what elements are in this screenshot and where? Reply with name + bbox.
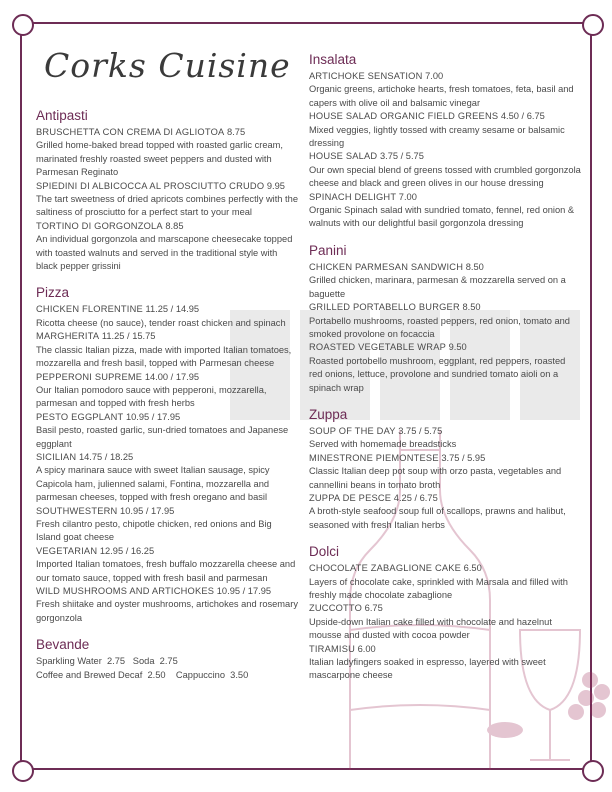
item-price: 3.75 / 5.95 xyxy=(441,452,486,463)
section-dolci xyxy=(309,544,581,683)
item-description: Ricotta cheese (no sauce), tender roast chicken and spinach xyxy=(36,317,286,328)
item-name: SPINACH DELIGHT xyxy=(309,191,397,202)
menu-item xyxy=(309,70,581,110)
item-description: The classic Italian pizza, made with imported Italian tomatoes, mozzarella and fresh basil, topped with Parmesan cheese xyxy=(36,344,292,369)
item-name: MARGHERITA xyxy=(36,331,100,342)
item-name: ROASTED VEGETABLE WRAP xyxy=(309,342,446,353)
item-name: ZUCCOTTO xyxy=(309,603,363,614)
item-name: CHOCOLATE ZABAGLIONE CAKE xyxy=(309,563,462,574)
item-description: Fresh cilantro pesto, chipotle chicken, red onions and Big Island goat cheese xyxy=(36,518,272,543)
section-title: Bevande xyxy=(36,637,90,653)
item-price: 6.50 xyxy=(463,563,482,574)
item-name: HOUSE SALAD ORGANIC FIELD GREENS xyxy=(309,111,499,122)
menu-item xyxy=(309,492,581,532)
menu-column-right xyxy=(309,52,581,695)
item-description: Mixed veggies, lightly tossed with creamy sesame or balsamic dressing xyxy=(309,124,565,149)
section-pizza xyxy=(36,285,298,625)
item-name: SPIEDINI DI ALBICOCCA AL PROSCIUTTO CRUDO xyxy=(36,180,265,191)
item-name: SOUTHWESTERN xyxy=(36,505,118,516)
section-title: Zuppa xyxy=(309,406,348,422)
item-name: GRILLED PORTABELLO BURGER xyxy=(309,302,460,313)
menu-item xyxy=(309,643,581,683)
item-description: Served with homemade breadsticks xyxy=(309,439,457,450)
item-name: TIRAMISU xyxy=(309,643,356,654)
item-price: 4.25 / 6.75 xyxy=(393,492,438,503)
item-price: 8.50 xyxy=(462,302,481,313)
beverage-line: Sparkling Water 2.75 Soda 2.75 xyxy=(36,656,178,667)
section-insalata xyxy=(309,52,581,231)
item-description: Our Italian pomodoro sauce with pepperoni, mozzarella, parmesan and topped with fresh herbs xyxy=(36,384,267,409)
item-price: 7.00 xyxy=(398,191,417,202)
item-name: CHICKEN FLORENTINE xyxy=(36,304,143,315)
menu-item xyxy=(309,150,581,190)
menu-item xyxy=(309,562,581,602)
item-description: Layers of chocolate cake, sprinkled with Marsala and filled with freshly made chocolate zabaglione xyxy=(309,576,568,600)
item-description: Italian ladyfingers soaked in espresso, layered with sweet mascarpone cheese xyxy=(309,657,546,681)
item-price: 8.75 xyxy=(227,127,246,137)
item-name: BRUSCHETTA CON CREMA DI AGLIOTOA xyxy=(36,127,225,137)
item-price: 8.85 xyxy=(165,220,184,231)
item-description: Our own special blend of greens tossed with crumbled gorgonzola cheese and black and green olives in our house dressing xyxy=(309,164,581,189)
item-price: 9.50 xyxy=(448,342,467,353)
item-name: ARTICHOKE SENSATION xyxy=(309,71,423,81)
menu-item xyxy=(309,261,581,301)
menu-item xyxy=(36,371,298,411)
menu-item xyxy=(309,191,581,231)
item-price: 14.00 / 17.95 xyxy=(144,371,200,382)
item-price: 7.00 xyxy=(425,71,444,81)
item-description: Classic Italian deep pot soup with orzo pasta, vegetables and cannellini beans in tomato broth xyxy=(309,466,562,490)
item-name: ZUPPA DE PESCE xyxy=(309,492,392,503)
menu-item xyxy=(36,505,298,545)
menu-column-left xyxy=(36,108,298,694)
item-price: 10.95 / 17.95 xyxy=(125,411,181,422)
menu-item xyxy=(36,303,298,330)
item-description: Organic greens, artichoke hearts, fresh tomatoes, feta, basil and capers with olive oil and balsamic vinegar xyxy=(309,84,574,108)
item-price: 9.95 xyxy=(266,180,285,191)
section-title: Pizza xyxy=(36,285,70,301)
item-price: 14.75 / 18.25 xyxy=(78,451,134,462)
section-title: Dolci xyxy=(309,544,340,560)
item-description: An individual gorgonzola and marscapone cheesecake topped with toasted walnuts and served in the traditional style with black pepper grissini xyxy=(36,234,293,272)
item-name: PESTO EGGPLANT xyxy=(36,411,124,422)
section-title: Antipasti xyxy=(36,108,88,123)
item-price: 11.25 / 15.75 xyxy=(101,331,156,342)
item-description: Upside-down Italian cake filled with chocolate and hazelnut mousse and dusted with cocoa powder xyxy=(309,616,552,641)
menu-item xyxy=(309,110,581,150)
item-price: 3.75 / 5.75 xyxy=(398,425,443,436)
menu-item xyxy=(36,330,298,370)
item-price: 6.75 xyxy=(364,603,383,614)
menu-item xyxy=(36,545,298,585)
section-title: Panini xyxy=(309,242,347,258)
item-description: Basil pesto, roasted garlic, sun-dried tomatoes and Japanese eggplant xyxy=(36,425,289,449)
item-description: Imported Italian tomatoes, fresh buffalo mozzarella cheese and our tomato sauce, topped with fresh basil and parmesan xyxy=(36,559,296,583)
item-name: PEPPERONI SUPREME xyxy=(36,371,143,382)
item-price: 10.95 / 17.95 xyxy=(120,505,175,516)
item-name: CHICKEN PARMESAN SANDWICH xyxy=(309,261,464,272)
item-name: TORTINO DI GORGONZOLA xyxy=(36,220,163,231)
item-name: SOUP OF THE DAY xyxy=(309,425,396,436)
item-price: 11.25 / 14.95 xyxy=(145,304,200,315)
item-description: Fresh shiitake and oyster mushrooms, artichokes and rosemary gorgonzola xyxy=(36,599,298,623)
menu-item xyxy=(36,451,298,505)
item-price: 10.95 / 17.95 xyxy=(216,586,272,596)
item-name: WILD MUSHROOMS AND ARTICHOKES xyxy=(36,586,215,596)
item-description: A spicy marinara sauce with sweet Italian sausage, spicy Capicola ham, julienned salami, Fontina, mozzarella and parmesan cheeses, topped with fresh oregano and basil xyxy=(36,465,270,503)
menu-item xyxy=(309,301,581,341)
item-price: 8.50 xyxy=(465,261,484,272)
item-description: Organic Spinach salad with sundried tomato, fennel, red onion & walnuts with our delightful basil gorgonzola dressing xyxy=(309,205,575,229)
item-name: HOUSE SALAD xyxy=(309,151,378,162)
item-description: Grilled home-baked bread topped with roasted garlic cream, marinated freshly roasted sweet peppers and dusted with Parmesan Reginato xyxy=(36,140,284,178)
menu-item xyxy=(309,425,581,452)
section-zuppa xyxy=(309,407,581,532)
section-title: Insalata xyxy=(309,52,357,67)
item-price: 3.75 / 5.75 xyxy=(379,151,424,162)
section-panini xyxy=(309,243,581,395)
section-bevande xyxy=(36,637,298,682)
item-price: 4.50 / 6.75 xyxy=(500,111,545,122)
item-name: SICILIAN xyxy=(36,451,77,462)
menu-item xyxy=(36,220,298,274)
menu-item xyxy=(36,585,298,625)
item-description: Roasted portobello mushroom, eggplant, red peppers, roasted red onions, lettuce, provolone and sundried tomato aioli on a spinach wrap xyxy=(309,355,566,393)
beverage-line: Coffee and Brewed Decaf 2.50 Cappuccino 3.50 xyxy=(36,669,249,680)
section-antipasti xyxy=(36,108,298,273)
menu-item xyxy=(36,411,298,451)
item-price: 12.95 / 16.25 xyxy=(99,545,155,556)
item-description: The tart sweetness of dried apricots combines perfectly with the saltiness of prosciutto for a perfect start to your meal xyxy=(36,194,298,218)
menu-item xyxy=(309,341,581,395)
restaurant-logo: Corks Cuisine xyxy=(44,46,291,85)
item-description: Grilled chicken, marinara, parmesan & mozzarella served on a baguette xyxy=(309,275,566,299)
menu-item xyxy=(309,452,581,492)
menu-item xyxy=(309,602,581,642)
item-price: 6.00 xyxy=(357,643,376,654)
item-description: A broth-style seafood soup full of scallops, prawns and halibut, seasoned with fresh Italian herbs xyxy=(309,506,566,530)
menu-item xyxy=(36,180,298,220)
item-description: Portabello mushrooms, roasted peppers, red onion, tomato and smoked provolone on focaccia xyxy=(309,315,570,339)
menu-item xyxy=(36,126,298,180)
item-name: VEGETARIAN xyxy=(36,545,98,556)
item-name: MINESTRONE PIEMONTESE xyxy=(309,452,439,463)
